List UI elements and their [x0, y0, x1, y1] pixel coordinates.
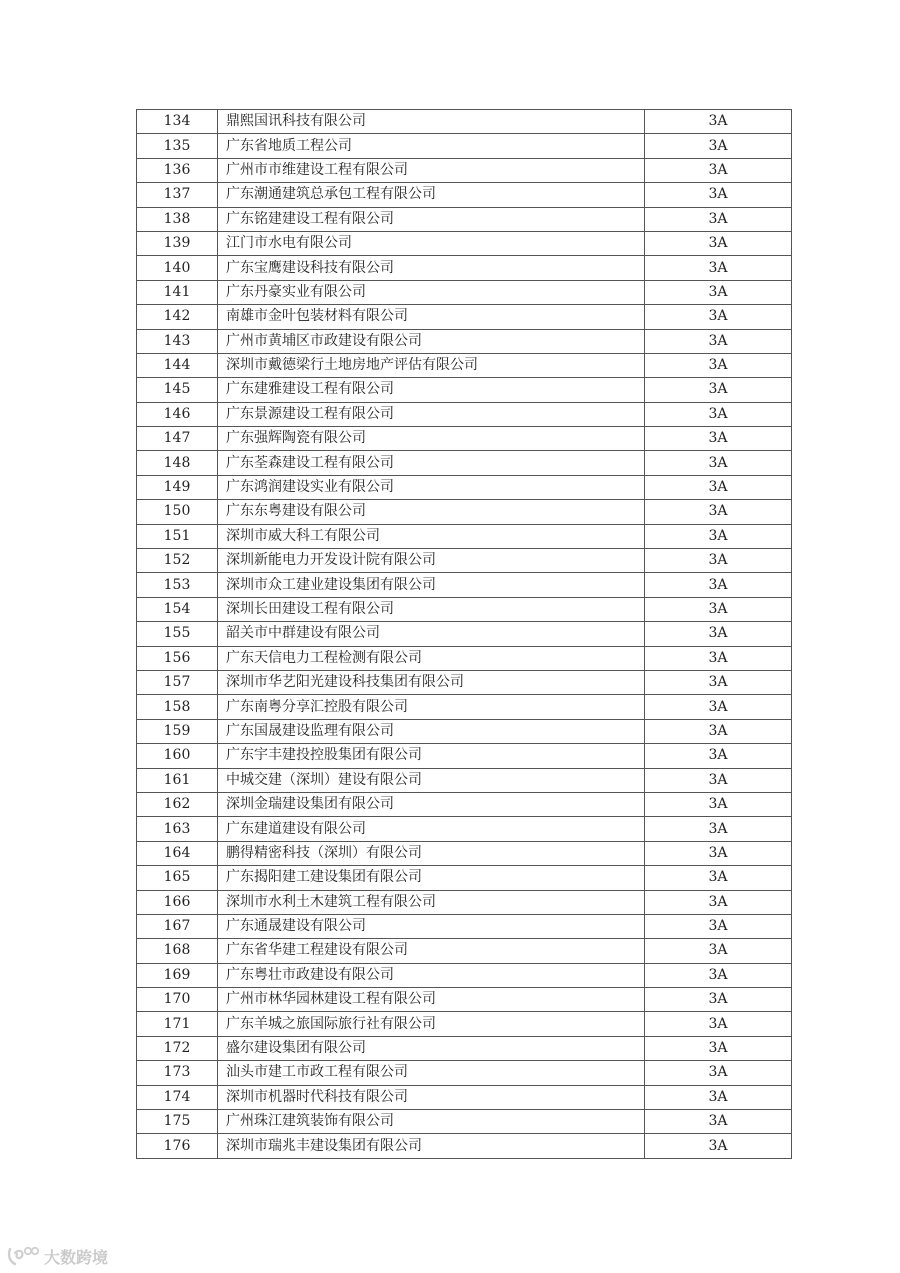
company-name-cell: 广东铭建建设工程有限公司 — [218, 207, 645, 231]
table-row — [137, 1061, 792, 1085]
credit-grade-cell: 3A — [645, 963, 792, 987]
row-number-cell: 163 — [137, 817, 218, 841]
row-number-cell: 154 — [137, 597, 218, 621]
company-name-cell: 广东东粤建设有限公司 — [218, 500, 645, 524]
company-name-cell: 深圳市机器时代科技有限公司 — [218, 1085, 645, 1109]
table-row — [137, 866, 792, 890]
row-number-cell: 142 — [137, 305, 218, 329]
table-row — [137, 427, 792, 451]
table-row — [137, 158, 792, 182]
company-name-cell: 广州市市维建设工程有限公司 — [218, 158, 645, 182]
company-name-cell: 广东景源建设工程有限公司 — [218, 402, 645, 426]
row-number-cell: 140 — [137, 256, 218, 280]
table-row — [137, 329, 792, 353]
company-name-cell: 深圳新能电力开发设计院有限公司 — [218, 549, 645, 573]
table-row — [137, 353, 792, 377]
table-row — [137, 841, 792, 865]
credit-grade-cell: 3A — [645, 695, 792, 719]
credit-grade-cell: 3A — [645, 670, 792, 694]
table-row — [137, 597, 792, 621]
company-name-cell: 广东省华建工程建设有限公司 — [218, 939, 645, 963]
table-row — [137, 110, 792, 134]
credit-grade-cell: 3A — [645, 280, 792, 304]
credit-grade-cell: 3A — [645, 841, 792, 865]
row-number-cell: 157 — [137, 670, 218, 694]
table-row — [137, 1085, 792, 1109]
table-row — [137, 231, 792, 255]
row-number-cell: 138 — [137, 207, 218, 231]
credit-grade-cell: 3A — [645, 817, 792, 841]
table-row — [137, 1012, 792, 1036]
table-row — [137, 646, 792, 670]
credit-grade-cell: 3A — [645, 475, 792, 499]
credit-grade-cell: 3A — [645, 451, 792, 475]
row-number-cell: 176 — [137, 1134, 218, 1158]
row-number-cell: 137 — [137, 183, 218, 207]
company-name-cell: 广东宇丰建投控股集团有限公司 — [218, 744, 645, 768]
row-number-cell: 134 — [137, 110, 218, 134]
table-row — [137, 744, 792, 768]
row-number-cell: 167 — [137, 914, 218, 938]
table-row — [137, 573, 792, 597]
credit-grade-cell: 3A — [645, 402, 792, 426]
credit-grade-cell: 3A — [645, 1036, 792, 1060]
credit-grade-cell: 3A — [645, 134, 792, 158]
table-row — [137, 670, 792, 694]
company-name-cell: 广东羊城之旅国际旅行社有限公司 — [218, 1012, 645, 1036]
row-number-cell: 162 — [137, 792, 218, 816]
table-row — [137, 500, 792, 524]
company-name-cell: 深圳市水利土木建筑工程有限公司 — [218, 890, 645, 914]
credit-grade-cell: 3A — [645, 573, 792, 597]
row-number-cell: 164 — [137, 841, 218, 865]
table-row — [137, 549, 792, 573]
row-number-cell: 174 — [137, 1085, 218, 1109]
table-row — [137, 622, 792, 646]
company-name-cell: 南雄市金叶包装材料有限公司 — [218, 305, 645, 329]
watermark — [6, 1243, 108, 1269]
company-name-cell: 广州市林华园林建设工程有限公司 — [218, 988, 645, 1012]
company-name-cell: 鹏得精密科技（深圳）有限公司 — [218, 841, 645, 865]
credit-grade-cell: 3A — [645, 719, 792, 743]
table-row — [137, 183, 792, 207]
row-number-cell: 149 — [137, 475, 218, 499]
company-name-cell: 深圳市瑞兆丰建设集团有限公司 — [218, 1134, 645, 1158]
company-name-cell: 广东荃森建设工程有限公司 — [218, 451, 645, 475]
row-number-cell: 145 — [137, 378, 218, 402]
company-name-cell: 深圳市戴德梁行土地房地产评估有限公司 — [218, 353, 645, 377]
table-row — [137, 475, 792, 499]
company-name-cell: 深圳市华艺阳光建设科技集团有限公司 — [218, 670, 645, 694]
row-number-cell: 139 — [137, 231, 218, 255]
company-name-cell: 深圳市众工建业建设集团有限公司 — [218, 573, 645, 597]
credit-grade-cell: 3A — [645, 158, 792, 182]
row-number-cell: 143 — [137, 329, 218, 353]
table-body — [137, 110, 792, 1159]
table-row — [137, 939, 792, 963]
company-name-cell: 广东建道建设有限公司 — [218, 817, 645, 841]
row-number-cell: 159 — [137, 719, 218, 743]
row-number-cell: 160 — [137, 744, 218, 768]
company-name-cell: 江门市水电有限公司 — [218, 231, 645, 255]
row-number-cell: 147 — [137, 427, 218, 451]
credit-grade-cell: 3A — [645, 792, 792, 816]
credit-grade-cell: 3A — [645, 914, 792, 938]
row-number-cell: 153 — [137, 573, 218, 597]
table-row — [137, 768, 792, 792]
credit-grade-cell: 3A — [645, 1085, 792, 1109]
company-name-cell: 广东天信电力工程检测有限公司 — [218, 646, 645, 670]
company-name-cell: 广东强辉陶瓷有限公司 — [218, 427, 645, 451]
table-row — [137, 378, 792, 402]
table-row — [137, 792, 792, 816]
row-number-cell: 136 — [137, 158, 218, 182]
row-number-cell: 156 — [137, 646, 218, 670]
brand-logo-icon — [6, 1245, 40, 1267]
credit-grade-cell: 3A — [645, 1110, 792, 1134]
credit-grade-cell: 3A — [645, 256, 792, 280]
company-name-cell: 韶关市中群建设有限公司 — [218, 622, 645, 646]
credit-grade-cell: 3A — [645, 524, 792, 548]
watermark-text: 大数跨境 — [44, 1247, 109, 1267]
company-name-cell: 汕头市建工市政工程有限公司 — [218, 1061, 645, 1085]
credit-grade-cell: 3A — [645, 768, 792, 792]
credit-grade-cell: 3A — [645, 231, 792, 255]
company-name-cell: 广东揭阳建工建设集团有限公司 — [218, 866, 645, 890]
row-number-cell: 141 — [137, 280, 218, 304]
company-name-cell: 广东丹豪实业有限公司 — [218, 280, 645, 304]
row-number-cell: 173 — [137, 1061, 218, 1085]
credit-grade-cell: 3A — [645, 866, 792, 890]
row-number-cell: 152 — [137, 549, 218, 573]
company-name-cell: 深圳市威大科工有限公司 — [218, 524, 645, 548]
company-name-cell: 深圳金瑞建设集团有限公司 — [218, 792, 645, 816]
table-row — [137, 524, 792, 548]
row-number-cell: 161 — [137, 768, 218, 792]
company-name-cell: 广东通晟建设有限公司 — [218, 914, 645, 938]
credit-grade-cell: 3A — [645, 427, 792, 451]
company-name-cell: 广东南粤分享汇控股有限公司 — [218, 695, 645, 719]
credit-grade-cell: 3A — [645, 500, 792, 524]
credit-grade-cell: 3A — [645, 329, 792, 353]
row-number-cell: 171 — [137, 1012, 218, 1036]
company-name-cell: 盛尔建设集团有限公司 — [218, 1036, 645, 1060]
credit-grade-cell: 3A — [645, 207, 792, 231]
row-number-cell: 155 — [137, 622, 218, 646]
table-row — [137, 402, 792, 426]
table-row — [137, 256, 792, 280]
credit-grade-cell: 3A — [645, 305, 792, 329]
credit-grade-cell: 3A — [645, 1012, 792, 1036]
row-number-cell: 172 — [137, 1036, 218, 1060]
table-row — [137, 914, 792, 938]
row-number-cell: 168 — [137, 939, 218, 963]
row-number-cell: 151 — [137, 524, 218, 548]
table-row — [137, 1036, 792, 1060]
row-number-cell: 144 — [137, 353, 218, 377]
table-row — [137, 1134, 792, 1158]
table-row — [137, 280, 792, 304]
row-number-cell: 170 — [137, 988, 218, 1012]
company-name-cell: 广州市黄埔区市政建设有限公司 — [218, 329, 645, 353]
credit-grade-cell: 3A — [645, 988, 792, 1012]
row-number-cell: 166 — [137, 890, 218, 914]
company-name-cell: 深圳长田建设工程有限公司 — [218, 597, 645, 621]
row-number-cell: 150 — [137, 500, 218, 524]
company-name-cell: 中城交建（深圳）建设有限公司 — [218, 768, 645, 792]
credit-grade-cell: 3A — [645, 597, 792, 621]
credit-grade-cell: 3A — [645, 646, 792, 670]
table-row — [137, 963, 792, 987]
credit-grade-cell: 3A — [645, 622, 792, 646]
table-row — [137, 695, 792, 719]
row-number-cell: 169 — [137, 963, 218, 987]
table-row — [137, 988, 792, 1012]
company-name-cell: 广东鸿润建设实业有限公司 — [218, 475, 645, 499]
row-number-cell: 146 — [137, 402, 218, 426]
table-row — [137, 207, 792, 231]
row-number-cell: 148 — [137, 451, 218, 475]
table-row — [137, 890, 792, 914]
company-name-cell: 广州珠江建筑装饰有限公司 — [218, 1110, 645, 1134]
table-row — [137, 817, 792, 841]
credit-grade-cell: 3A — [645, 744, 792, 768]
company-name-cell: 广东省地质工程公司 — [218, 134, 645, 158]
table-row — [137, 719, 792, 743]
company-name-cell: 广东建雅建设工程有限公司 — [218, 378, 645, 402]
credit-grade-cell: 3A — [645, 353, 792, 377]
row-number-cell: 135 — [137, 134, 218, 158]
company-name-cell: 广东宝鹰建设科技有限公司 — [218, 256, 645, 280]
table-row — [137, 134, 792, 158]
row-number-cell: 175 — [137, 1110, 218, 1134]
table-row — [137, 1110, 792, 1134]
credit-grade-cell: 3A — [645, 1061, 792, 1085]
table-row — [137, 305, 792, 329]
row-number-cell: 158 — [137, 695, 218, 719]
credit-grade-cell: 3A — [645, 1134, 792, 1158]
credit-grade-cell: 3A — [645, 890, 792, 914]
row-number-cell: 165 — [137, 866, 218, 890]
credit-grade-cell: 3A — [645, 939, 792, 963]
company-name-cell: 广东潮通建筑总承包工程有限公司 — [218, 183, 645, 207]
company-credit-table — [136, 109, 792, 1159]
credit-grade-cell: 3A — [645, 110, 792, 134]
credit-grade-cell: 3A — [645, 378, 792, 402]
company-name-cell: 鼎熙国讯科技有限公司 — [218, 110, 645, 134]
company-name-cell: 广东粤壮市政建设有限公司 — [218, 963, 645, 987]
credit-grade-cell: 3A — [645, 183, 792, 207]
credit-grade-cell: 3A — [645, 549, 792, 573]
table-row — [137, 451, 792, 475]
company-name-cell: 广东国晟建设监理有限公司 — [218, 719, 645, 743]
